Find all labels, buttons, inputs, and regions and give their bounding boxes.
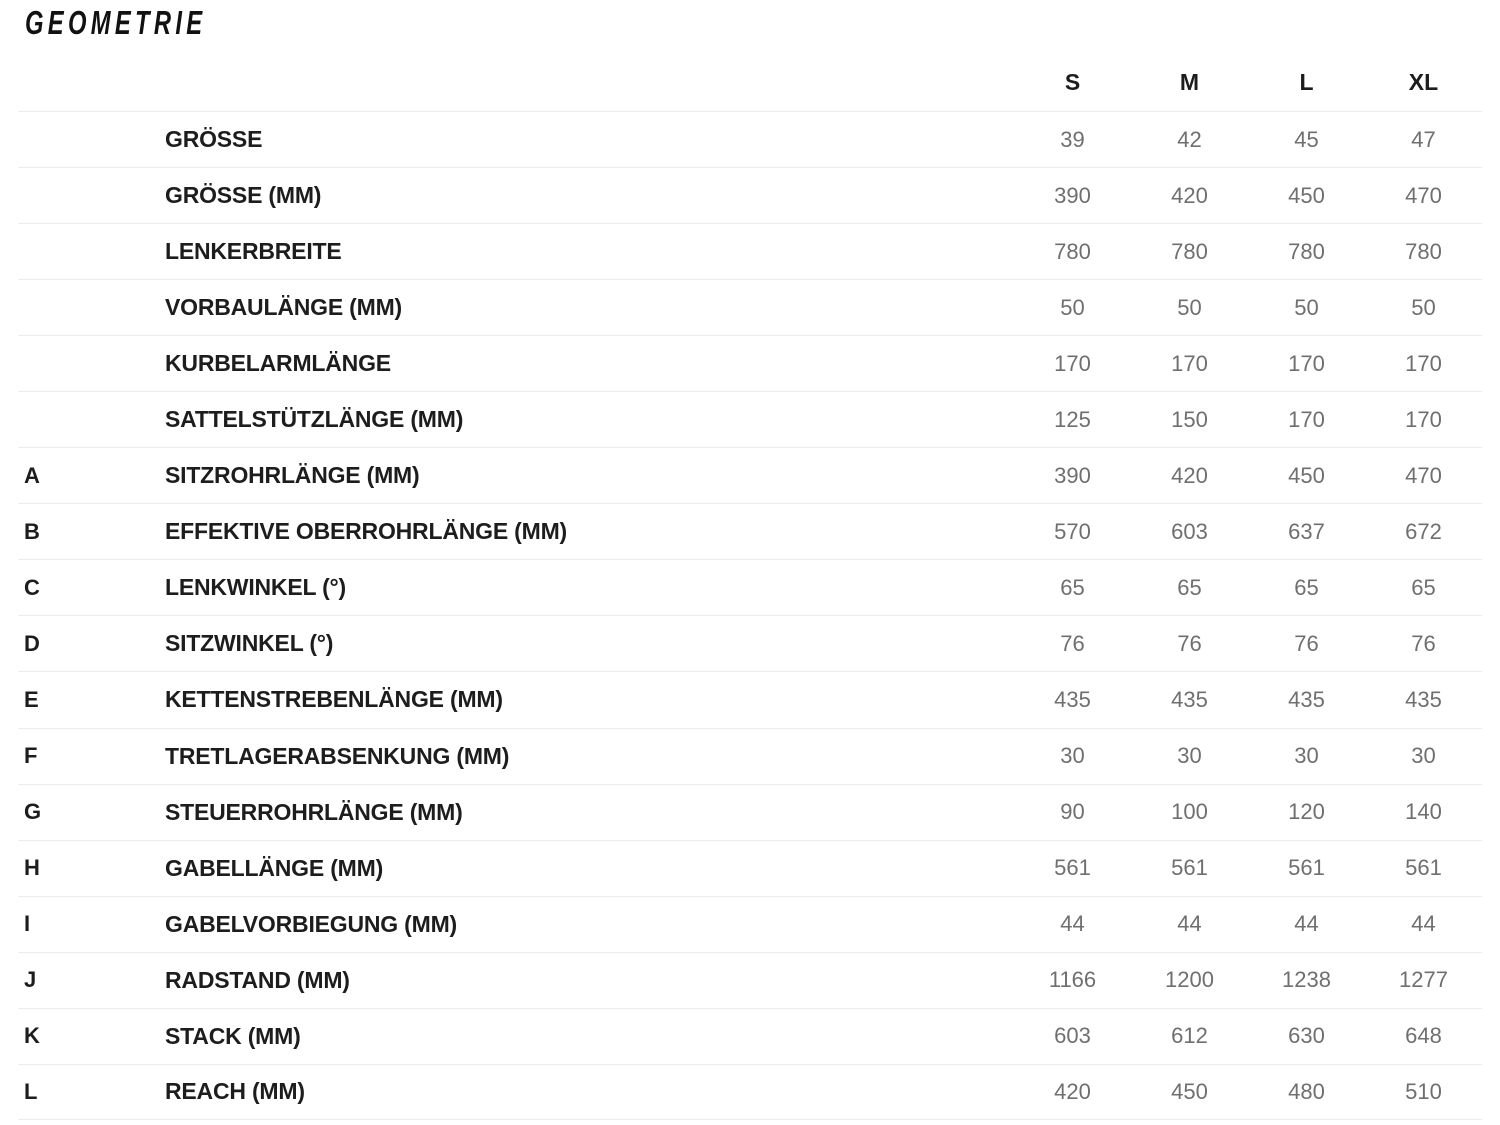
row-value: 561: [1405, 855, 1442, 881]
table-row: [18, 671, 1482, 727]
row-label: KURBELARMLÄNGE: [165, 350, 391, 377]
row-label: LENKWINKEL (°): [165, 574, 347, 601]
row-value: 780: [1288, 238, 1325, 264]
row-letter: K: [24, 1023, 40, 1049]
row-value: 390: [1054, 462, 1091, 488]
table-row: [18, 728, 1482, 784]
size-header-row: [18, 54, 1482, 111]
row-value: 780: [1054, 238, 1091, 264]
row-label: GRÖSSE: [165, 126, 263, 153]
row-value: 450: [1171, 1078, 1208, 1104]
page-title: GEOMETRIE: [25, 4, 207, 41]
row-label: GRÖSSE (MM): [165, 182, 322, 209]
row-value: 170: [1288, 406, 1325, 432]
row-value: 30: [1177, 743, 1202, 769]
row-value: 561: [1171, 855, 1208, 881]
row-value: 1277: [1399, 967, 1448, 993]
row-letter: J: [24, 967, 37, 993]
row-value: 480: [1288, 1078, 1325, 1104]
row-value: 100: [1171, 799, 1208, 825]
row-value: 435: [1171, 686, 1208, 712]
row-value: 30: [1411, 743, 1436, 769]
row-value: 76: [1294, 630, 1319, 656]
row-letter: H: [24, 855, 40, 881]
row-value: 1238: [1282, 967, 1331, 993]
row-value: 510: [1405, 1078, 1442, 1104]
row-letter: A: [24, 462, 40, 488]
row-value: 450: [1288, 182, 1325, 208]
row-label: REACH (MM): [165, 1078, 305, 1105]
table-body: [18, 111, 1482, 1120]
row-value: 170: [1405, 406, 1442, 432]
row-value: 630: [1288, 1023, 1325, 1049]
row-value: 50: [1294, 294, 1319, 320]
geometry-table: [18, 54, 1482, 1120]
row-value: 435: [1054, 686, 1091, 712]
row-value: 44: [1294, 911, 1319, 937]
row-value: 780: [1405, 238, 1442, 264]
row-value: 170: [1054, 350, 1091, 376]
size-header-xl: XL: [1408, 69, 1439, 95]
row-value: 780: [1171, 238, 1208, 264]
row-value: 50: [1177, 294, 1202, 320]
row-value: 420: [1171, 462, 1208, 488]
row-label: SITZROHRLÄNGE (MM): [165, 462, 420, 489]
row-value: 648: [1405, 1023, 1442, 1049]
row-value: 390: [1054, 182, 1091, 208]
row-label: GABELLÄNGE (MM): [165, 854, 384, 881]
row-value: 170: [1288, 350, 1325, 376]
row-value: 44: [1411, 911, 1436, 937]
table-row: [18, 447, 1482, 503]
row-value: 120: [1288, 799, 1325, 825]
row-label: SATTELSTÜTZLÄNGE (MM): [165, 406, 464, 433]
row-value: 42: [1177, 126, 1202, 152]
row-value: 65: [1177, 574, 1202, 600]
row-value: 65: [1060, 574, 1085, 600]
table-row: [18, 615, 1482, 671]
row-value: 435: [1405, 686, 1442, 712]
row-label: KETTENSTREBENLÄNGE (MM): [165, 686, 503, 713]
row-value: 50: [1411, 294, 1436, 320]
table-row: [18, 784, 1482, 840]
row-value: 44: [1060, 911, 1085, 937]
table-row: [18, 1064, 1482, 1120]
table-row: [18, 391, 1482, 447]
row-value: 44: [1177, 911, 1202, 937]
row-value: 76: [1060, 630, 1085, 656]
row-label: VORBAULÄNGE (MM): [165, 294, 402, 321]
table-row: [18, 167, 1482, 223]
row-value: 470: [1405, 182, 1442, 208]
table-row: [18, 335, 1482, 391]
row-letter: I: [24, 911, 31, 937]
row-label: RADSTAND (MM): [165, 966, 350, 993]
row-value: 603: [1171, 518, 1208, 544]
row-label: LENKERBREITE: [165, 238, 342, 265]
row-letter: E: [24, 686, 39, 712]
row-value: 65: [1411, 574, 1436, 600]
row-value: 90: [1060, 799, 1085, 825]
table-row: [18, 223, 1482, 279]
row-value: 45: [1294, 126, 1319, 152]
row-value: 170: [1405, 350, 1442, 376]
row-value: 603: [1054, 1023, 1091, 1049]
row-value: 30: [1060, 743, 1085, 769]
row-value: 637: [1288, 518, 1325, 544]
table-row: [18, 952, 1482, 1008]
row-value: 570: [1054, 518, 1091, 544]
row-value: 1200: [1165, 967, 1214, 993]
row-value: 420: [1171, 182, 1208, 208]
row-value: 50: [1060, 294, 1085, 320]
row-value: 450: [1288, 462, 1325, 488]
row-value: 140: [1405, 799, 1442, 825]
row-value: 420: [1054, 1078, 1091, 1104]
table-row: [18, 896, 1482, 952]
row-value: 125: [1054, 406, 1091, 432]
row-value: 561: [1288, 855, 1325, 881]
table-row: [18, 279, 1482, 335]
table-row: [18, 840, 1482, 896]
row-value: 1166: [1048, 967, 1097, 993]
size-header-m: M: [1179, 69, 1200, 95]
row-value: 47: [1411, 126, 1436, 152]
row-value: 76: [1177, 630, 1202, 656]
size-header-l: L: [1299, 69, 1314, 95]
title-bar: [0, 0, 1500, 54]
row-label: TRETLAGERABSENKUNG (MM): [165, 742, 510, 769]
row-value: 470: [1405, 462, 1442, 488]
table-row: [18, 111, 1482, 167]
size-header-s: S: [1064, 69, 1081, 95]
row-label: EFFEKTIVE OBERROHRLÄNGE (MM): [165, 518, 567, 545]
row-value: 30: [1294, 743, 1319, 769]
table-row: [18, 559, 1482, 615]
table-row: [18, 1008, 1482, 1064]
row-value: 435: [1288, 686, 1325, 712]
row-value: 76: [1411, 630, 1436, 656]
row-value: 65: [1294, 574, 1319, 600]
row-value: 612: [1171, 1023, 1208, 1049]
row-letter: D: [24, 630, 40, 656]
row-letter: F: [24, 743, 38, 769]
row-letter: B: [24, 518, 40, 544]
row-value: 150: [1171, 406, 1208, 432]
row-value: 170: [1171, 350, 1208, 376]
row-label: STACK (MM): [165, 1022, 301, 1049]
row-label: STEUERROHRLÄNGE (MM): [165, 798, 463, 825]
row-value: 672: [1405, 518, 1442, 544]
row-label: GABELVORBIEGUNG (MM): [165, 910, 458, 937]
row-letter: L: [24, 1078, 38, 1104]
row-value: 39: [1060, 126, 1085, 152]
table-row: [18, 503, 1482, 559]
row-letter: G: [24, 799, 42, 825]
row-letter: C: [24, 574, 40, 600]
row-value: 561: [1054, 855, 1091, 881]
row-label: SITZWINKEL (°): [165, 630, 334, 657]
